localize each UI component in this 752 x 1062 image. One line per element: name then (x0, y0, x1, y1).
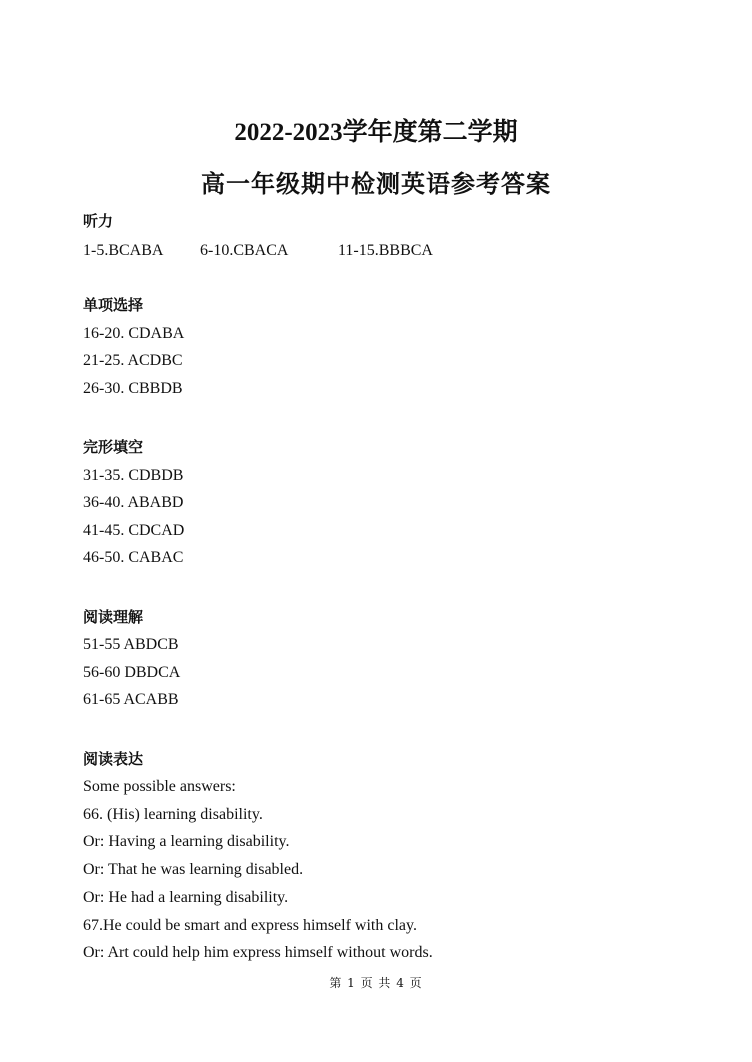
page-subtitle: 高一年级期中检测英语参考答案 (201, 169, 551, 198)
answer-line: 56-60 DBDCA (83, 664, 181, 681)
answer-line: 36-40. ABABD (83, 494, 184, 511)
answer-line: 31-35. CDBDB (83, 467, 184, 484)
answer-group: 6-10.CBACA (200, 242, 289, 259)
section-heading-reading: 阅读理解 (83, 608, 144, 626)
page-title: 2022-2023学年度第二学期 (234, 119, 518, 146)
answer-line: 46-50. CABAC (83, 549, 184, 566)
answer-line: 26-30. CBBDB (83, 380, 183, 397)
answer-line: Or: That he was learning disabled. (83, 861, 304, 878)
answer-line: Some possible answers: (83, 778, 236, 795)
page-number-footer: 第 1 页 共 4 页 (329, 976, 423, 990)
answer-line: 16-20. CDABA (83, 325, 185, 342)
answer-line: Or: Art could help him express himself without words. (83, 944, 433, 961)
section-heading-listening: 听力 (83, 212, 114, 230)
answer-group: 1-5.BCABA (83, 242, 164, 259)
section-heading-reading-expression: 阅读表达 (83, 750, 144, 768)
section-heading-single-choice: 单项选择 (83, 296, 144, 314)
answer-line: 66. (His) learning disability. (83, 806, 263, 823)
section-heading-cloze: 完形填空 (83, 438, 144, 456)
answer-line: 67.He could be smart and express himself with clay. (83, 917, 417, 934)
answer-line: 21-25. ACDBC (83, 352, 183, 369)
answer-line: 41-45. CDCAD (83, 522, 185, 539)
answer-line: Or: Having a learning disability. (83, 833, 290, 850)
answer-line: 51-55 ABDCB (83, 636, 179, 653)
answer-line: 61-65 ACABB (83, 691, 179, 708)
answer-line: Or: He had a learning disability. (83, 889, 289, 906)
answer-group: 11-15.BBBCA (338, 242, 433, 259)
